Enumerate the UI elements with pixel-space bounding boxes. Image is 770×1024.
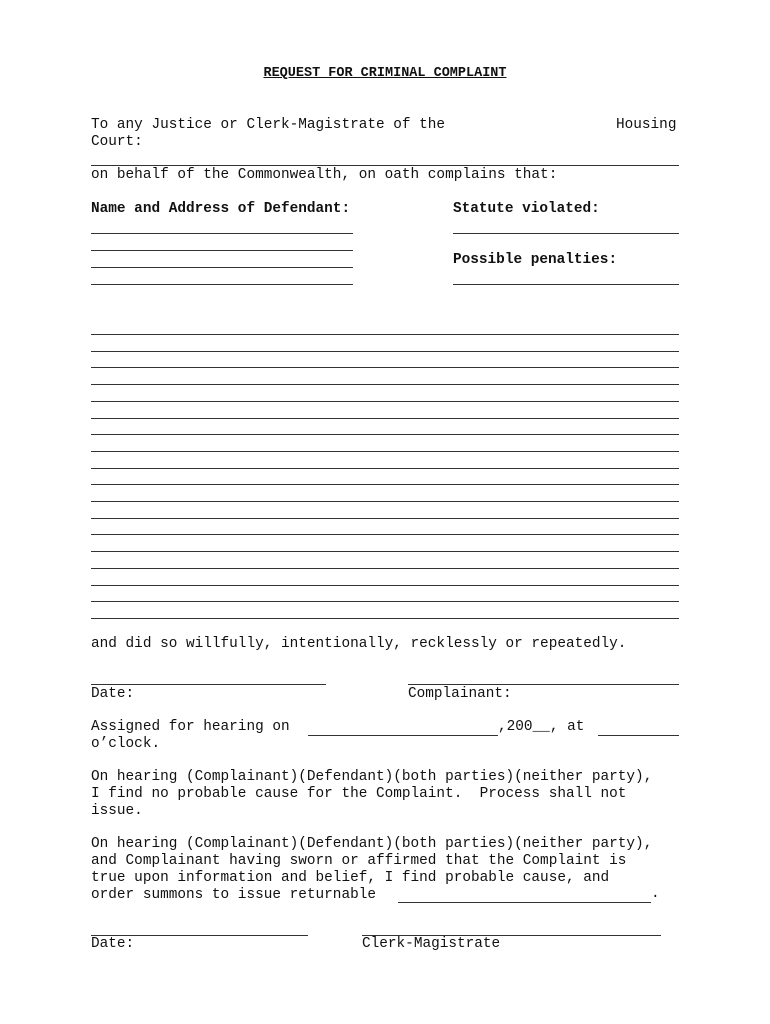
defendant-line[interactable] xyxy=(91,233,353,234)
intro-court: Court: xyxy=(91,134,143,150)
hearing-date-line[interactable] xyxy=(308,735,498,736)
description-line[interactable] xyxy=(91,351,679,352)
description-line[interactable] xyxy=(91,618,679,619)
description-line[interactable] xyxy=(91,534,679,535)
complainant-name-line[interactable] xyxy=(91,165,679,166)
description-line[interactable] xyxy=(91,334,679,335)
description-line[interactable] xyxy=(91,601,679,602)
date-line[interactable] xyxy=(91,684,326,685)
defendant-line[interactable] xyxy=(91,250,353,251)
description-line[interactable] xyxy=(91,518,679,519)
description-line[interactable] xyxy=(91,484,679,485)
court-name: Housing xyxy=(616,117,677,133)
penalties-heading: Possible penalties: xyxy=(453,252,618,268)
description-line[interactable] xyxy=(91,568,679,569)
defendant-line[interactable] xyxy=(91,284,353,285)
description-line[interactable] xyxy=(91,501,679,502)
description-line[interactable] xyxy=(91,585,679,586)
statute-heading: Statute violated: xyxy=(453,201,600,217)
defendant-heading: Name and Address of Defendant: xyxy=(91,201,351,217)
returnable-date-line[interactable] xyxy=(398,902,651,903)
hearing-year: ,200__, at xyxy=(498,719,585,735)
description-line[interactable] xyxy=(91,468,679,469)
period: . xyxy=(651,886,660,902)
clerk-date-label: Date: xyxy=(91,936,135,952)
hearing-time-line[interactable] xyxy=(598,735,679,736)
description-line[interactable] xyxy=(91,451,679,452)
complainant-signature-line[interactable] xyxy=(408,684,679,685)
complainant-label: Complainant: xyxy=(408,686,512,702)
statute-line[interactable] xyxy=(453,233,679,234)
probable-cause-paragraph: On hearing (Complainant)(Defendant)(both parties)(neither party), and Complainant having sworn or affirmed that the Complaint is true upon information and belief, I find probable cause, and order summons to issue returnable xyxy=(91,836,653,903)
defendant-line[interactable] xyxy=(91,267,353,268)
description-line[interactable] xyxy=(91,551,679,552)
intro-prefix: To any Justice or Clerk-Magistrate of the xyxy=(91,117,446,133)
hearing-prefix: Assigned for hearing on xyxy=(91,719,290,735)
intro-behalf: on behalf of the Commonwealth, on oath complains that: xyxy=(91,167,558,183)
description-line[interactable] xyxy=(91,384,679,385)
description-line[interactable] xyxy=(91,434,679,435)
hearing-oclock: o’clock. xyxy=(91,736,161,752)
date-label: Date: xyxy=(91,686,135,702)
clerk-magistrate-label: Clerk-Magistrate xyxy=(362,936,501,952)
conclusion-text: and did so willfully, intentionally, recklessly or repeatedly. xyxy=(91,636,627,652)
form-title: REQUEST FOR CRIMINAL COMPLAINT xyxy=(263,66,507,81)
no-probable-cause-paragraph: On hearing (Complainant)(Defendant)(both parties)(neither party), I find no probable cause for the Complaint. Process shall not issue. xyxy=(91,769,653,819)
penalties-line[interactable] xyxy=(453,284,679,285)
description-line[interactable] xyxy=(91,418,679,419)
description-line[interactable] xyxy=(91,367,679,368)
description-line[interactable] xyxy=(91,401,679,402)
